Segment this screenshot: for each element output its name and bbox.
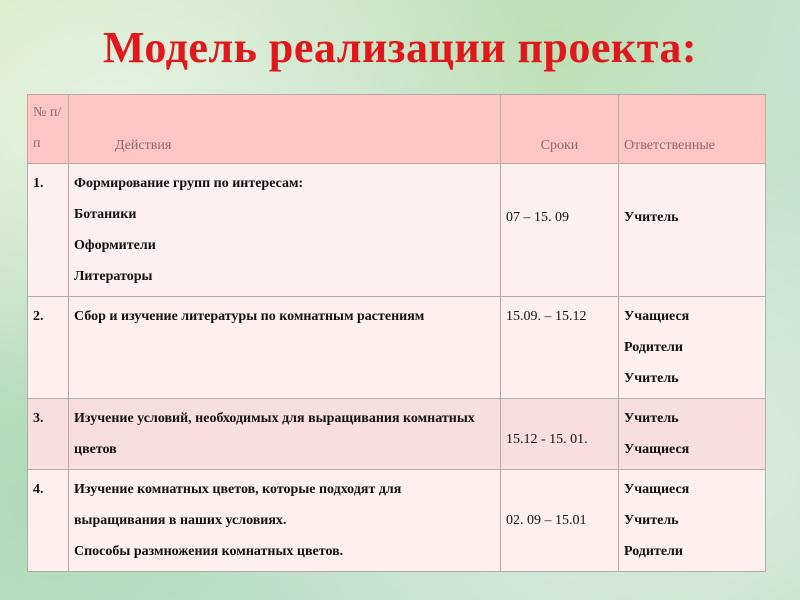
responsible-line: Родители [624,544,683,559]
action-line: Литераторы [74,269,153,284]
header-dates: Сроки [501,95,619,164]
row-actions [69,470,501,572]
row-num: 2. [28,297,69,399]
responsible-line: Учитель [624,411,679,426]
responsible-line: Учащиеся [624,309,690,324]
row-dates: 07 – 15. 09 [501,164,619,297]
table-header-row [28,95,766,164]
action-line: Изучение условий, необходимых для выращивания комнатных цветов [74,411,475,457]
action-line: Оформители [74,238,156,253]
row-actions [69,164,501,297]
responsible-line: Учитель [624,371,679,386]
row-actions [69,297,501,399]
responsible-line: Учитель [624,513,679,528]
row-responsible [619,399,766,470]
row-num: 1. [28,164,69,297]
action-line: Способы размножения комнатных цветов. [74,544,344,559]
table-row [28,470,766,572]
table-row [28,399,766,470]
project-plan-table [27,94,766,572]
page-title: Модель реализации проекта: [102,23,698,72]
action-line: Формирование групп по интересам: [74,176,304,191]
responsible-line: Родители [624,340,683,355]
row-dates: 15.09. – 15.12 [501,297,619,399]
responsible-line: Учитель [624,210,679,225]
table-row [28,164,766,297]
table-row [28,297,766,399]
row-dates: 02. 09 – 15.01 [501,470,619,572]
header-num: № п/п [28,95,69,164]
header-responsible: Ответственные [619,95,766,164]
row-responsible [619,297,766,399]
header-actions: Действия [69,95,501,164]
row-dates: 15.12 - 15. 01. [501,399,619,470]
action-line: Ботаники [74,207,137,222]
action-line: Изучение комнатных цветов, которые подходят для выращивания в наших условиях. [74,482,402,528]
row-num: 3. [28,399,69,470]
action-line: Сбор и изучение литературы по комнатным растениям [74,309,425,324]
row-num: 4. [28,470,69,572]
responsible-line: Учащиеся [624,442,690,457]
row-responsible [619,164,766,297]
row-actions [69,399,501,470]
responsible-line: Учащиеся [624,482,690,497]
row-responsible [619,470,766,572]
